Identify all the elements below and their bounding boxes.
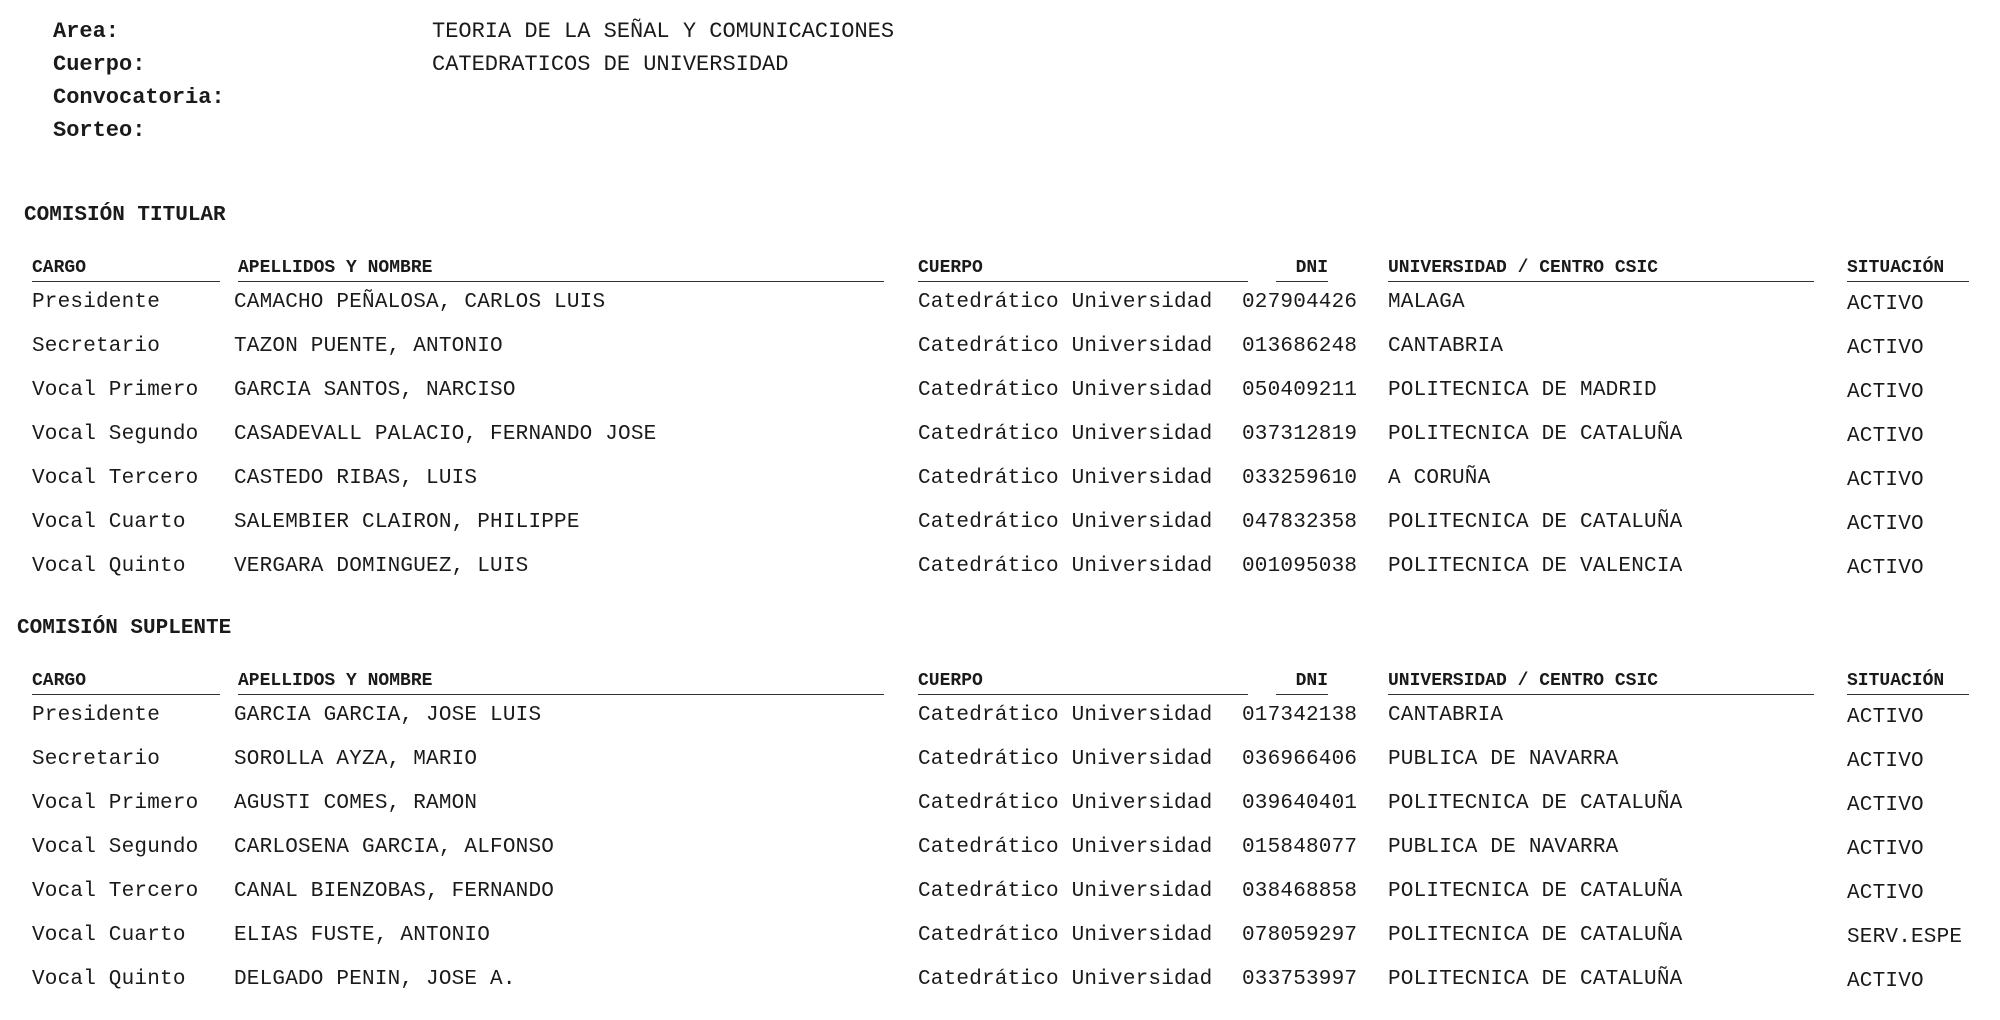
cell-universidad: CANTABRIA bbox=[1388, 704, 1504, 727]
cell-nombre: DELGADO PENIN, JOSE A. bbox=[234, 968, 516, 991]
cell-cargo: Vocal Primero bbox=[32, 792, 199, 815]
cell-nombre: ELIAS FUSTE, ANTONIO bbox=[234, 924, 491, 947]
cell-nombre: SOROLLA AYZA, MARIO bbox=[234, 748, 478, 771]
cell-situacion: ACTIVO bbox=[1847, 838, 1924, 861]
cell-situacion: ACTIVO bbox=[1847, 469, 1924, 492]
cell-dni: 050409211 bbox=[1242, 379, 1358, 402]
cell-cuerpo: Catedrático Universidad bbox=[918, 335, 1213, 358]
cell-cargo: Vocal Cuarto bbox=[32, 511, 186, 534]
column-header-universidad: UNIVERSIDAD / CENTRO CSIC bbox=[1388, 255, 1814, 282]
cell-universidad: POLITECNICA DE VALENCIA bbox=[1388, 555, 1683, 578]
cell-cuerpo: Catedrático Universidad bbox=[918, 511, 1213, 534]
cell-situacion: ACTIVO bbox=[1847, 794, 1924, 817]
cell-universidad: MALAGA bbox=[1388, 291, 1465, 314]
cell-universidad: CANTABRIA bbox=[1388, 335, 1504, 358]
cell-dni: 017342138 bbox=[1242, 704, 1358, 727]
cell-cuerpo: Catedrático Universidad bbox=[918, 924, 1213, 947]
cell-nombre: AGUSTI COMES, RAMON bbox=[234, 792, 478, 815]
cell-universidad: POLITECNICA DE MADRID bbox=[1388, 379, 1657, 402]
column-header-cuerpo: CUERPO bbox=[918, 255, 1248, 282]
section-title-suplente: COMISIÓN SUPLENTE bbox=[17, 617, 232, 640]
cell-situacion: ACTIVO bbox=[1847, 882, 1924, 905]
cell-nombre: VERGARA DOMINGUEZ, LUIS bbox=[234, 555, 529, 578]
section-title-titular: COMISIÓN TITULAR bbox=[24, 204, 226, 227]
cuerpo-label: Cuerpo: bbox=[53, 52, 146, 77]
cell-situacion: ACTIVO bbox=[1847, 750, 1924, 773]
cell-cargo: Vocal Segundo bbox=[32, 836, 199, 859]
column-header-nombre: APELLIDOS Y NOMBRE bbox=[238, 668, 884, 695]
cell-cargo: Presidente bbox=[32, 291, 161, 314]
column-header-dni: DNI bbox=[1276, 255, 1328, 282]
cell-cuerpo: Catedrático Universidad bbox=[918, 291, 1213, 314]
cuerpo-description: CATEDRATICOS DE UNIVERSIDAD bbox=[432, 52, 789, 77]
area-label: Area: bbox=[53, 19, 120, 44]
cell-universidad: A CORUÑA bbox=[1388, 467, 1491, 490]
cell-cargo: Secretario bbox=[32, 335, 161, 358]
cell-nombre: GARCIA SANTOS, NARCISO bbox=[234, 379, 516, 402]
column-header-universidad: UNIVERSIDAD / CENTRO CSIC bbox=[1388, 668, 1814, 695]
cell-dni: 036966406 bbox=[1242, 748, 1358, 771]
cell-cargo: Vocal Primero bbox=[32, 379, 199, 402]
cell-dni: 047832358 bbox=[1242, 511, 1358, 534]
cell-universidad: POLITECNICA DE CATALUÑA bbox=[1388, 968, 1683, 991]
cell-situacion: ACTIVO bbox=[1847, 557, 1924, 580]
cell-dni: 038468858 bbox=[1242, 880, 1358, 903]
cell-universidad: PUBLICA DE NAVARRA bbox=[1388, 748, 1619, 771]
cell-dni: 015848077 bbox=[1242, 836, 1358, 859]
cell-dni: 027904426 bbox=[1242, 291, 1358, 314]
cell-cuerpo: Catedrático Universidad bbox=[918, 880, 1213, 903]
cell-nombre: SALEMBIER CLAIRON, PHILIPPE bbox=[234, 511, 580, 534]
cell-cuerpo: Catedrático Universidad bbox=[918, 836, 1213, 859]
column-header-nombre: APELLIDOS Y NOMBRE bbox=[238, 255, 884, 282]
cell-nombre: GARCIA GARCIA, JOSE LUIS bbox=[234, 704, 542, 727]
cell-cargo: Secretario bbox=[32, 748, 161, 771]
cell-cargo: Vocal Quinto bbox=[32, 968, 186, 991]
cell-cargo: Vocal Segundo bbox=[32, 423, 199, 446]
cell-universidad: PUBLICA DE NAVARRA bbox=[1388, 836, 1619, 859]
column-header-dni: DNI bbox=[1276, 668, 1328, 695]
cell-nombre: TAZON PUENTE, ANTONIO bbox=[234, 335, 503, 358]
cell-universidad: POLITECNICA DE CATALUÑA bbox=[1388, 880, 1683, 903]
cell-situacion: ACTIVO bbox=[1847, 337, 1924, 360]
column-header-cuerpo: CUERPO bbox=[918, 668, 1248, 695]
cell-nombre: CANAL BIENZOBAS, FERNANDO bbox=[234, 880, 555, 903]
cell-situacion: ACTIVO bbox=[1847, 293, 1924, 316]
cell-situacion: ACTIVO bbox=[1847, 381, 1924, 404]
cell-cuerpo: Catedrático Universidad bbox=[918, 748, 1213, 771]
column-header-cargo: CARGO bbox=[32, 255, 220, 282]
cell-nombre: CASADEVALL PALACIO, FERNANDO JOSE bbox=[234, 423, 657, 446]
cell-situacion: ACTIVO bbox=[1847, 513, 1924, 536]
cell-dni: 013686248 bbox=[1242, 335, 1358, 358]
cell-universidad: POLITECNICA DE CATALUÑA bbox=[1388, 924, 1683, 947]
cell-situacion: ACTIVO bbox=[1847, 706, 1924, 729]
column-header-cargo: CARGO bbox=[32, 668, 220, 695]
cell-cuerpo: Catedrático Universidad bbox=[918, 792, 1213, 815]
cell-universidad: POLITECNICA DE CATALUÑA bbox=[1388, 511, 1683, 534]
area-description: TEORIA DE LA SEÑAL Y COMUNICACIONES bbox=[432, 19, 895, 44]
cell-universidad: POLITECNICA DE CATALUÑA bbox=[1388, 423, 1683, 446]
cell-nombre: CASTEDO RIBAS, LUIS bbox=[234, 467, 478, 490]
cell-dni: 039640401 bbox=[1242, 792, 1358, 815]
cell-cargo: Vocal Cuarto bbox=[32, 924, 186, 947]
cell-situacion: ACTIVO bbox=[1847, 425, 1924, 448]
column-header-situacion: SITUACIÓN bbox=[1847, 668, 1969, 695]
cell-cuerpo: Catedrático Universidad bbox=[918, 704, 1213, 727]
cell-dni: 037312819 bbox=[1242, 423, 1358, 446]
column-header-situacion: SITUACIÓN bbox=[1847, 255, 1969, 282]
sorteo-label: Sorteo: bbox=[53, 118, 146, 143]
cell-universidad: POLITECNICA DE CATALUÑA bbox=[1388, 792, 1683, 815]
cell-cuerpo: Catedrático Universidad bbox=[918, 379, 1213, 402]
cell-dni: 033753997 bbox=[1242, 968, 1358, 991]
cell-cargo: Vocal Quinto bbox=[32, 555, 186, 578]
cell-nombre: CAMACHO PEÑALOSA, CARLOS LUIS bbox=[234, 291, 606, 314]
cell-dni: 033259610 bbox=[1242, 467, 1358, 490]
convocatoria-label: Convocatoria: bbox=[53, 85, 225, 110]
cell-cuerpo: Catedrático Universidad bbox=[918, 423, 1213, 446]
cell-cargo: Vocal Tercero bbox=[32, 467, 199, 490]
cell-situacion: SERV.ESPE bbox=[1847, 926, 1963, 949]
cell-cuerpo: Catedrático Universidad bbox=[918, 555, 1213, 578]
cell-situacion: ACTIVO bbox=[1847, 970, 1924, 993]
cell-dni: 001095038 bbox=[1242, 555, 1358, 578]
cell-nombre: CARLOSENA GARCIA, ALFONSO bbox=[234, 836, 555, 859]
cell-cuerpo: Catedrático Universidad bbox=[918, 467, 1213, 490]
cell-cargo: Vocal Tercero bbox=[32, 880, 199, 903]
cell-cuerpo: Catedrático Universidad bbox=[918, 968, 1213, 991]
cell-cargo: Presidente bbox=[32, 704, 161, 727]
cell-dni: 078059297 bbox=[1242, 924, 1358, 947]
